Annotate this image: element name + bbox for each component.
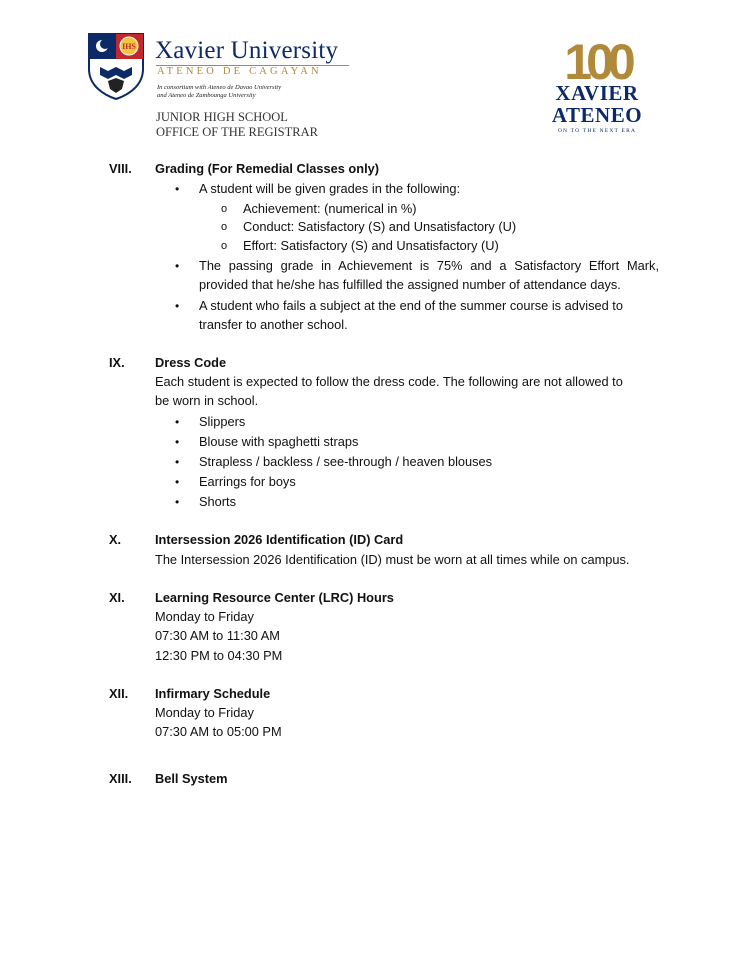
lrc-morning-hours: 07:30 AM to 11:30 AM [155, 628, 280, 643]
section-number-dress-code: IX. [109, 355, 125, 370]
sub-bullet-marker: o [221, 203, 228, 215]
section-number-id-card: X. [109, 532, 122, 547]
university-name: Xavier University [155, 37, 339, 64]
section-number-bell: XIII. [109, 771, 132, 786]
centennial-ateneo: ATENEO [551, 103, 643, 127]
grading-sub-item-1: Achievement: (numerical in %) [243, 201, 417, 216]
section-title-infirmary: Infirmary Schedule [155, 686, 271, 701]
dress-code-intro-line-2: be worn in school. [155, 393, 259, 408]
bullet-marker: • [175, 259, 180, 273]
bullet-marker: • [175, 435, 180, 449]
dress-code-item: Blouse with spaghetti straps [199, 434, 359, 449]
sub-bullet-marker: o [221, 221, 228, 233]
xavier-crest-logo [86, 31, 146, 101]
grading-bullet-3-line-2: transfer to another school. [199, 317, 348, 332]
university-subtitle: ATENEO DE CAGAYAN [157, 66, 322, 77]
grading-sub-item-3: Effort: Satisfactory (S) and Unsatisfactory (U) [243, 238, 499, 253]
sub-bullet-marker: o [221, 240, 228, 252]
lrc-days: Monday to Friday [155, 609, 254, 624]
section-number-grading: VIII. [109, 161, 132, 176]
grading-bullet-2-line-2: provided that he/she has fulfilled the assigned number of attendance days. [199, 277, 621, 292]
section-number-lrc: XI. [109, 590, 125, 605]
grading-sub-item-2: Conduct: Satisfactory (S) and Unsatisfactory (U) [243, 219, 517, 234]
infirmary-hours: 07:30 AM to 05:00 PM [155, 724, 282, 739]
lrc-afternoon-hours: 12:30 PM to 04:30 PM [155, 648, 283, 663]
grading-bullet-1: A student will be given grades in the following: [199, 181, 461, 196]
department-name: JUNIOR HIGH SCHOOL [156, 110, 288, 124]
consortium-note [157, 84, 281, 100]
section-title-grading: Grading (For Remedial Classes only) [155, 161, 380, 176]
bullet-marker: • [175, 455, 180, 469]
office-name: OFFICE OF THE REGISTRAR [156, 125, 318, 139]
dress-code-item: Slippers [199, 414, 246, 429]
dress-code-intro-line-1: Each student is expected to follow the dress code. The following are not allowed to [155, 374, 623, 389]
consortium-line-2: and Ateneo de Zamboanga University [157, 92, 256, 99]
section-title-bell: Bell System [155, 771, 228, 786]
department-block [156, 110, 318, 140]
section-title-id-card: Intersession 2026 Identification (ID) Card [155, 532, 404, 547]
dress-code-item: Earrings for boys [199, 474, 296, 489]
bullet-marker: • [175, 475, 180, 489]
bullet-marker: • [175, 495, 180, 509]
dress-code-item: Shorts [199, 494, 236, 509]
consortium-line-1: In consortium with Ateneo de Davao University [157, 84, 282, 91]
bullet-marker: • [175, 299, 180, 313]
section-number-infirmary: XII. [109, 686, 129, 701]
centennial-tagline: ON TO THE NEXT ERA [557, 128, 637, 134]
section-title-dress-code: Dress Code [155, 355, 227, 370]
id-card-text: The Intersession 2026 Identification (ID) must be worn at all times while on campus. [155, 552, 630, 567]
section-title-lrc: Learning Resource Center (LRC) Hours [155, 590, 394, 605]
grading-bullet-2-line-1: The passing grade in Achievement is 75% and a Satisfactory Effort Mark, [199, 258, 659, 273]
centennial-number: 100 [564, 37, 630, 81]
centennial-xavier: XAVIER [555, 81, 639, 105]
crest-letters: IHS [122, 42, 136, 51]
centennial-logo-100 [544, 37, 650, 81]
grading-bullet-3-line-1: A student who fails a subject at the end of the summer course is advised to [199, 298, 623, 313]
bullet-marker: • [175, 182, 180, 196]
bullet-marker: • [175, 415, 180, 429]
dress-code-item: Strapless / backless / see-through / heaven blouses [199, 454, 493, 469]
infirmary-days: Monday to Friday [155, 705, 254, 720]
